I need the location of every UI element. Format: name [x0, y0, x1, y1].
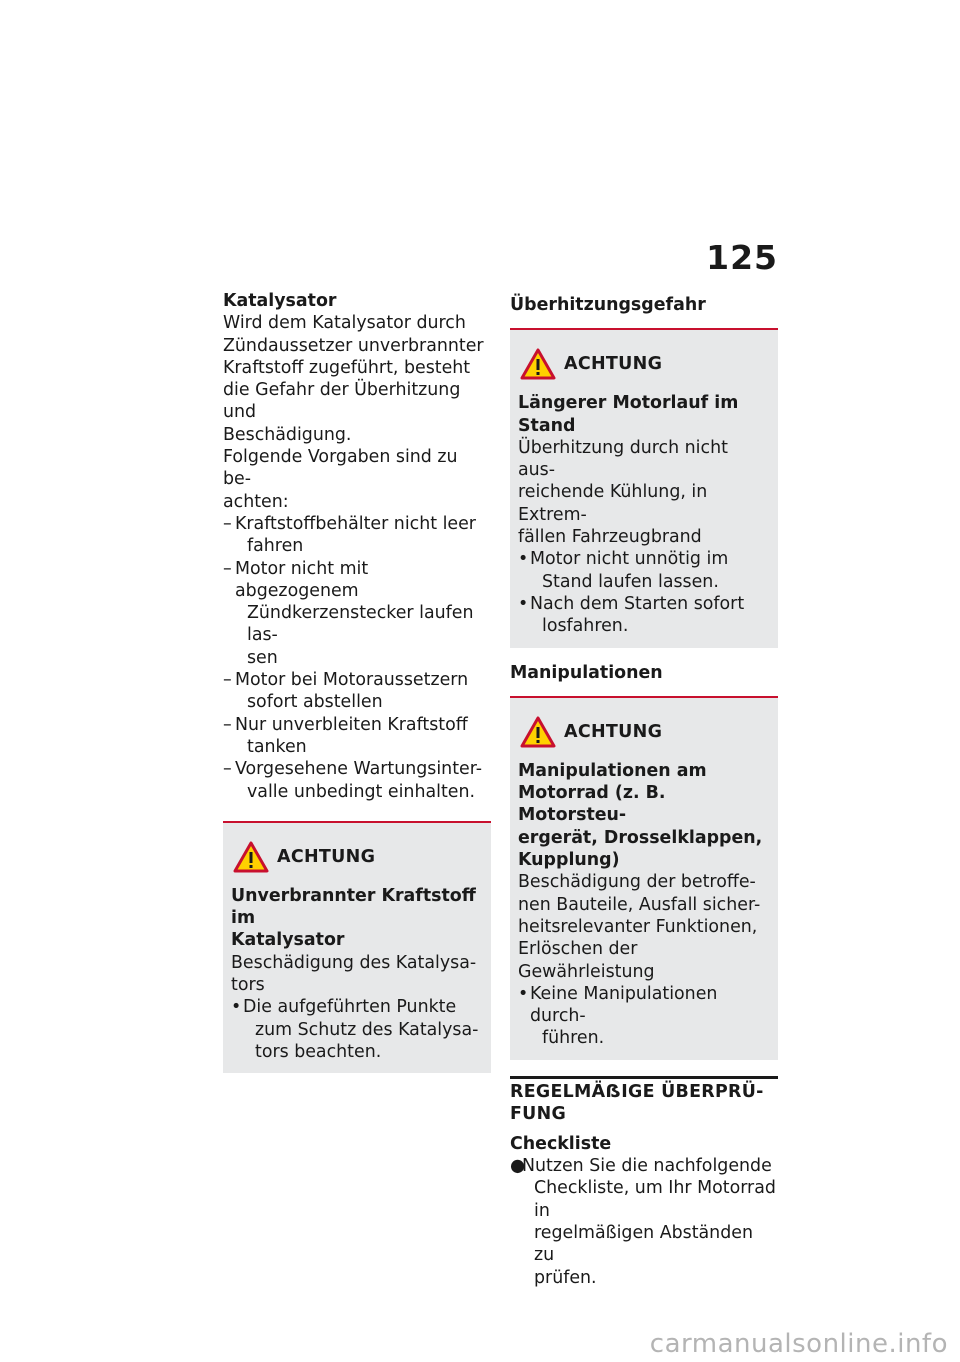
section-heading-katalysator: Katalysator [223, 291, 337, 311]
section-heading-ueberhitzung: Überhitzungsgefahr [510, 295, 706, 315]
dash-marker: – [223, 759, 232, 780]
warning-consequence: Überhitzung durch nicht aus- reichende Kühlung, in Extrem- fällen Fahrzeugbrand [518, 437, 728, 548]
bullet-marker: • [518, 983, 529, 1004]
left-column [223, 290, 491, 1073]
katalysator-list [223, 513, 491, 803]
bullet-marker: • [518, 549, 529, 570]
list-item: • Nach dem Starten sofort losfahren. [518, 593, 745, 637]
dash-marker: – [223, 670, 232, 691]
list-item: – Kraftstoffbehälter nicht leer fahren [223, 513, 476, 557]
list-item: – Motor nicht mit abgezogenem Zündkerzenstecker laufen las- sen [223, 558, 474, 668]
bullet-marker: ● [510, 1156, 526, 1177]
warning-title: ACHTUNG [564, 721, 663, 742]
list-item: – Vorgesehene Wartungsinter- valle unbedingt einhalten. [223, 759, 483, 802]
warning-triangle-icon [233, 841, 269, 873]
warning-header [231, 841, 483, 873]
bullet-marker: • [518, 593, 529, 614]
dash-marker: – [223, 513, 232, 534]
subheading-checkliste: Checkliste [510, 1133, 612, 1154]
list-item: – Nur unverbleiten Kraftstoff tanken [223, 714, 468, 757]
warning-subject: Unverbrannter Kraftstoff im Katalysator [231, 885, 476, 951]
warning-consequence: Beschädigung der betroffe- nen Bauteile, Ausfall sicher- heitsrelevanter Funktionen, Erlöschen der Gewährleistung [518, 872, 761, 982]
katalysator-paragraph: Wird dem Katalysator durch Zündaussetzer unverbrannter Kraftstoff zugeführt, besteht die Gefahr der Überhitzung und Beschädigung. [223, 313, 484, 445]
list-item: • Motor nicht unnötig im Stand laufen lassen. [518, 549, 729, 592]
page-number: 125 [706, 238, 778, 277]
right-column [510, 290, 778, 1289]
list-item: – Motor bei Motoraussetzern sofort abstellen [223, 670, 469, 713]
list-item: • Die aufgeführten Punkte zum Schutz des Katalysa- tors beachten. [231, 997, 479, 1062]
warning-box-manipulationen [510, 698, 778, 1060]
warning-triangle-icon [520, 716, 556, 748]
list-item: ● Nutzen Sie die nachfolgende Checkliste, um Ihr Motorrad in regelmäßigen Abständen zu prüfen. [510, 1156, 776, 1288]
dash-marker: – [223, 558, 232, 579]
warning-header [518, 348, 770, 380]
warning-subject: Längerer Motorlauf im Stand [518, 393, 739, 436]
warning-box-ueberhitzung [510, 330, 778, 647]
warning-title: ACHTUNG [564, 354, 663, 375]
warning-box-katalysator [223, 823, 491, 1073]
chapter-heading: REGELMÄẞIGE ÜBERPRÜ- FUNG [510, 1081, 764, 1124]
list-item: • Keine Manipulationen durch- führen. [518, 983, 718, 1049]
chapter-divider [510, 1076, 778, 1079]
dash-marker: – [223, 714, 232, 735]
warning-triangle-icon [520, 348, 556, 380]
warning-title: ACHTUNG [277, 846, 376, 867]
bullet-marker: • [231, 997, 242, 1018]
watermark: carmanualsonline.info [649, 1329, 948, 1359]
section-heading-manipulationen: Manipulationen [510, 662, 663, 683]
warning-subject: Manipulationen am Motorrad (z. B. Motorsteu- ergerät, Drosselklappen, Kupplung) [518, 760, 763, 871]
katalysator-intro: Folgende Vorgaben sind zu be- achten: [223, 447, 458, 512]
warning-consequence: Beschädigung des Katalysa- tors [231, 952, 477, 996]
warning-header [518, 716, 770, 748]
